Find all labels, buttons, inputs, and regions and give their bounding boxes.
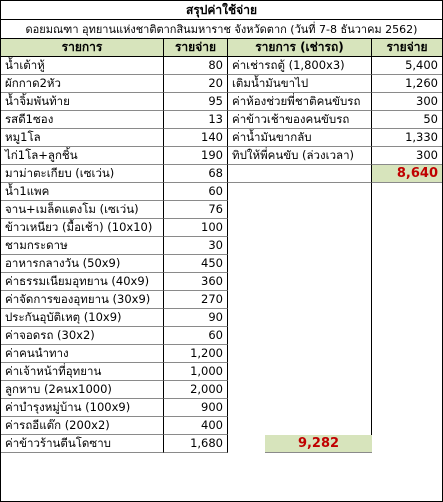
right-header-amount: รายจ่าย [372, 39, 442, 57]
right-row-amount: 1,260 [372, 75, 442, 93]
left-row-item: จาน+เมล็ดแตงโม (เซเว่น) [1, 201, 164, 219]
left-row-item: ค่าบำรุงหมู่บ้าน (100x9) [1, 399, 164, 417]
right-empty-cell [372, 381, 442, 399]
left-row-amount: 900 [164, 399, 228, 417]
right-row-item: ค่าข้าวเช้าของคนขับรถ [228, 111, 372, 129]
left-row-item: ค่ารถอีแต๊ก (200x2) [1, 417, 164, 435]
right-row-item: ค่าห้องช่วยพี่ชาติคนขับรถ [228, 93, 372, 111]
right-empty-cell [372, 345, 442, 363]
left-row-amount: 1,680 [164, 435, 228, 453]
right-row-amount: 300 [372, 147, 442, 165]
right-amount-column [372, 39, 442, 453]
right-empty-cell [372, 183, 442, 201]
left-row-item: ผักกาด2หัว [1, 75, 164, 93]
left-row-amount: 60 [164, 327, 228, 345]
left-row-item: ค่าข้าวร้านตีนโดซาบ [1, 435, 164, 453]
right-empty-cell [228, 363, 372, 381]
left-row-amount: 95 [164, 93, 228, 111]
left-row-amount: 13 [164, 111, 228, 129]
left-header-amount: รายจ่าย [164, 39, 228, 57]
left-row-item: ประกันอุบัติเหตุ (10x9) [1, 309, 164, 327]
left-amount-column [164, 39, 228, 453]
left-row-amount: 80 [164, 57, 228, 75]
right-header-item: รายการ (เช่ารถ) [228, 39, 372, 57]
right-empty-cell [372, 201, 442, 219]
left-row-item: ข้าวเหนียว (มื้อเช้า) (10x10) [1, 219, 164, 237]
left-row-amount: 450 [164, 255, 228, 273]
left-row-amount: 68 [164, 165, 228, 183]
left-row-item: ชามกระดาษ [1, 237, 164, 255]
left-row-amount: 190 [164, 147, 228, 165]
right-row-amount: 1,330 [372, 129, 442, 147]
right-empty-cell [228, 183, 372, 201]
left-row-item: รสดี1ซอง [1, 111, 164, 129]
left-row-amount: 30 [164, 237, 228, 255]
sheet-title: สรุปค่าใช้จ่าย [1, 1, 442, 20]
right-empty-cell [372, 219, 442, 237]
left-row-item: ค่าเจ้าหน้าที่อุทยาน [1, 363, 164, 381]
left-row-amount: 20 [164, 75, 228, 93]
left-row-amount: 400 [164, 417, 228, 435]
right-empty-cell [228, 399, 372, 417]
right-empty-cell [372, 309, 442, 327]
left-row-amount: 1,200 [164, 345, 228, 363]
left-row-amount: 140 [164, 129, 228, 147]
left-row-amount: 76 [164, 201, 228, 219]
left-row-item: ค่าจอดรถ (30x2) [1, 327, 164, 345]
right-row-item: ค่าเช่ารถตู้ (1,800x3) [228, 57, 372, 75]
right-empty-cell [372, 417, 442, 435]
right-empty-cell [228, 417, 372, 435]
right-empty-cell [372, 327, 442, 345]
left-row-item: ค่าคนนำทาง [1, 345, 164, 363]
left-row-item: น้ำ1แพค [1, 183, 164, 201]
grand-total: 9,282 [265, 435, 372, 453]
left-item-column [1, 39, 164, 453]
right-empty-cell [228, 291, 372, 309]
left-row-amount: 100 [164, 219, 228, 237]
right-row-amount: 5,400 [372, 57, 442, 75]
right-item-column [228, 39, 372, 453]
right-empty-cell [372, 291, 442, 309]
right-empty-cell [228, 219, 372, 237]
left-row-amount: 2,000 [164, 381, 228, 399]
right-row-item: ค่าน้ำมันขากลับ [228, 129, 372, 147]
right-total-value: 8,640 [372, 165, 442, 183]
left-header-item: รายการ [1, 39, 164, 57]
right-empty-cell [228, 237, 372, 255]
right-empty-cell [228, 345, 372, 363]
left-row-amount: 60 [164, 183, 228, 201]
left-row-item: น้ำจิ้มพันท้าย [1, 93, 164, 111]
left-row-amount: 270 [164, 291, 228, 309]
left-row-item: มาม่าตะเกียบ (เซเว่น) [1, 165, 164, 183]
left-row-item: ค่าธรรมเนียมอุทยาน (40x9) [1, 273, 164, 291]
left-row-item: ค่าจัดการของอุทยาน (30x9) [1, 291, 164, 309]
right-empty-cell [228, 309, 372, 327]
right-total-label [228, 165, 372, 183]
right-empty-cell [228, 327, 372, 345]
left-row-item: ไก่1โล+ลูกชิ้น [1, 147, 164, 165]
left-row-amount: 360 [164, 273, 228, 291]
right-empty-cell [228, 381, 372, 399]
right-row-item: ทิปให้พี่คนขับ (ล่วงเวลา) [228, 147, 372, 165]
left-row-amount: 90 [164, 309, 228, 327]
left-row-item: หมู1โล [1, 129, 164, 147]
right-empty-cell [372, 399, 442, 417]
sheet-subtitle: ดอยมณฑา อุทยานแห่งชาติตากสินมหาราช จังหวัดตาก (วันที่ 7-8 ธันวาคม 2562) [1, 20, 442, 39]
right-empty-cell [228, 255, 372, 273]
left-row-amount: 1,000 [164, 363, 228, 381]
right-row-item: เติมน้ำมันขาไป [228, 75, 372, 93]
right-empty-cell [372, 237, 442, 255]
right-empty-cell [372, 273, 442, 291]
grand-total-spacer [372, 435, 442, 453]
right-empty-cell [372, 363, 442, 381]
left-row-item: น้ำเต้าหู้ [1, 57, 164, 75]
left-row-item: อาหารกลางวัน (50x9) [1, 255, 164, 273]
right-empty-cell [372, 255, 442, 273]
right-row-amount: 50 [372, 111, 442, 129]
right-empty-cell [228, 273, 372, 291]
right-row-amount: 300 [372, 93, 442, 111]
left-row-item: ลูกหาบ (2คนx1000) [1, 381, 164, 399]
right-empty-cell [228, 201, 372, 219]
